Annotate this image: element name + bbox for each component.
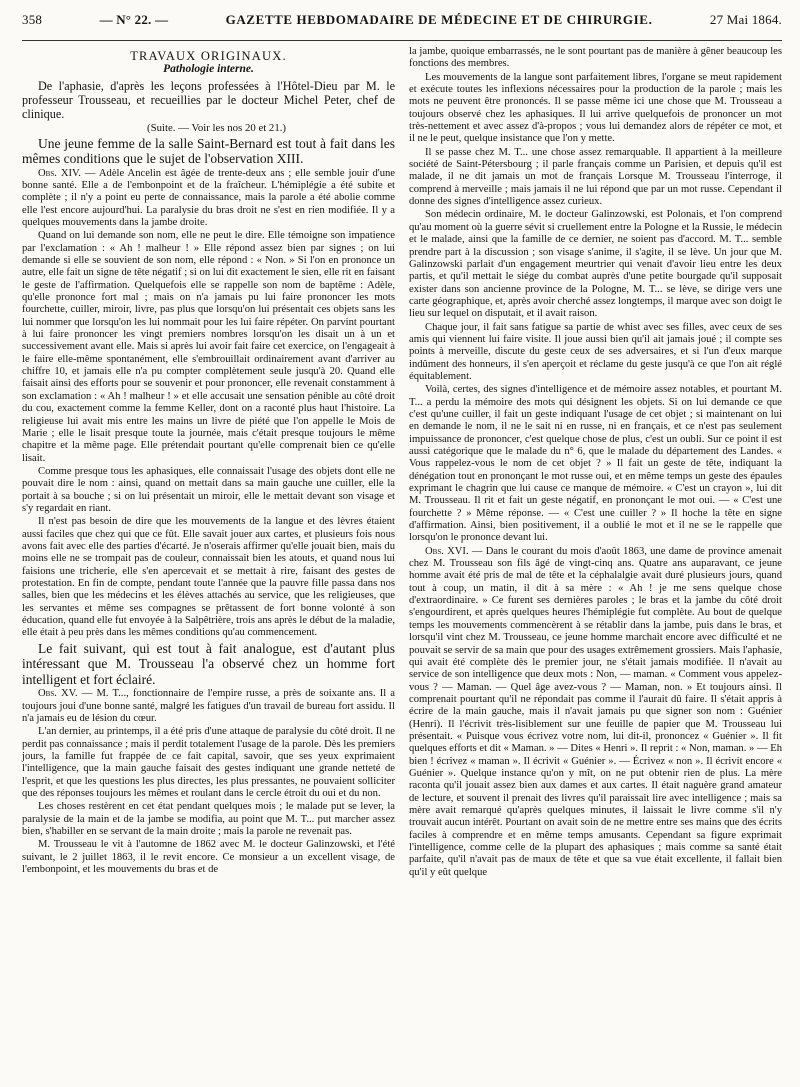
obs15-label: Obs. XV. — [38, 688, 78, 700]
obs15-paragraph-3: Les choses restèrent en cet état pendant quelques mois ; le malade put se lever, la paralysie de la main et de la jambe se modifia, au point que M. T... put marcher assez bien, s'habiller en se servant de la main droite ; mais la parole ne revenait pas. — [22, 801, 395, 837]
obs14-text-1: — Adèle Ancelin est âgée de trente-deux ans ; elle semble jouir d'une bonne santé. Elle a de l'embonpoint et de la fraîcheur. L'hémiplégie a été subite et complète ; il n'y a point eu perte de connaissance, mais la parole a été abolie comme elle l'est encore aujourd'hui. La paralysie du bras droit ne s'est en rien modifiée. Il y a quelques mouvements dans la jambe droite. — [22, 167, 395, 229]
obs14-label: Obs. XIV. — [38, 167, 81, 179]
obs14-paragraph-1 — [22, 168, 395, 230]
obs16-paragraph-1 — [409, 546, 782, 879]
right-paragraph-5: Chaque jour, il fait sans fatigue sa partie de whist avec ses filles, avec ceux de ses amis qui viennent lui faire visite. Il joue aussi bien qu'il ait jamais joué ; il compte ses points à merveille, discute du geste ceux de ses adversaires, et si l'un d'eux marque indûment des honneurs, il s'en aperçoit et réclame du geste jusqu'à ce que l'on ait réglé équitablement. — [409, 321, 782, 382]
right-paragraph-4: Son médecin ordinaire, M. le docteur Galinzowski, est Polonais, et l'on comprend qu'au moment où la guerre sévit si cruellement entre la Pologne et la Russie, le médecin et le malade, ainsi que la famille de ce dernier, ne soient pas d'accord. M. T... semble prendre part à la discussion ; son visage s'anime, il s'agite, il se lève. Un jour que M. Galinzowski parlait d'un engagement meurtrier qui venait d'avoir lieu entre les deux partis, et qu'il mettait le siége du combat auprès d'une petite bourgade qu'il supposait exister dans son ancienne province de la Pologne, M. T... se lève, se dirige vers une carte géographique, et, après avoir cherché assez longtemps, il marque avec son doigt le lieu sur lequel on disputait, et il avait raison. — [409, 209, 782, 320]
lead-paragraph-2: Le fait suivant, qui est tout à fait analogue, est d'autant plus intéressant que M. Trousseau l'a observé chez un homme fort intelligent et fort éclairé. — [22, 640, 395, 687]
obs14-paragraph-2: Quand on lui demande son nom, elle ne peut le dire. Elle témoigne son impatience par l'exclamation : « Ah ! malheur ! » Elle répond assez bien par signes ; on lui demande si elle se souvient de son nom, elle répond : « Non. » Si l'on en prononce un autre, elle fait un signe de tête négatif ; si on lui dit exactement le sien, elle rit en faisant le geste de l'affirmation. Quelquefois elle se rappelle son nom de baptême : Adèle, qu'elle prononce fort mal ; mais on n'a jamais pu lui faire prononcer les mots fourchette, cuiller, miroir, livre, pas plus que lorsqu'on lui présentait ces objets sans les lui nommer que lorsqu'on les lui nommait pour les lui faire répéter. On parvint pourtant à lui faire prononcer les vingt premiers nombres lorsqu'on les disait un à un et successivement avant elle. Mais si après lui avoir fait faire cet exercice, on l'engageait à le faire elle-même spontanément, elle s'embrouillait ordinairement avant d'arriver au chiffre 10, et jamais elle n'a pu compter complètement seule jusqu'à 20. Quand elle faisait ainsi des efforts pour se souvenir et pour prononcer, elle revenait constamment à son exclamation : « Ah ! malheur ! » et elle accusait une sensation pénible au côté droit du cou, exactement comme la femme Keller, dont on a raconté plus haut l'histoire. La religieuse lui avait mis entre les mains un livre de piété que l'on appelle le Mois de Marie ; elle le lisait presque toute la journée, mais c'était presque toujours le même chapitre et la même page. Elle prétendait pourtant qu'elle comprenait bien ce qu'elle lisait. — [22, 230, 395, 464]
obs14-paragraph-3: Comme presque tous les aphasiques, elle connaissait l'usage des objets dont elle ne pouvait dire le nom : ainsi, quand on mettait dans sa main gauche une cuiller, elle la portait à sa bouche ; si on lui présentait un miroir, elle le mettait devant son visage et s'y regardait en riant. — [22, 465, 395, 514]
right-paragraph-2: Les mouvements de la langue sont parfaitement libres, l'organe se meut rapidement et exécute toutes les inflexions nécessaires pour la production de la parole ; mais les mots ne peuvent être prononcés. Il se passe même ici une chose que M. Trousseau a toujours observé chez les aphasiques. Il lui arrive quelquefois de prononcer un mot très-nettement et avec assez d'à-propos ; vous lui demandez alors de répéter ce mot, et il ne le peut, quelque insistance que l'on y mette. — [409, 71, 782, 145]
section-title: TRAVAUX ORIGINAUX. — [130, 49, 287, 63]
obs15-text-1: — M. T..., fonctionnaire de l'empire russe, a près de soixante ans. Il a toujours joui d'une bonne santé, malgré les fatigues d'un travail de bureau fort assidu. Il n'a jamais eu de lésion du cœur. — [22, 688, 396, 724]
obs15-paragraph-2: L'an dernier, au printemps, il a été pris d'une attaque de paralysie du côté droit. Il ne perdit pas connaissance ; mais il perdit totalement l'usage de la parole. Dès les premiers jours, la famille fut frappée de ce fait capital, savoir, que ses yeux exprimaient l'intelligence, que la main gauche faisait des gestes indiquant une grande netteté de l'esprit, et que les questions les plus directes, les plus pressantes, ne pouvaient solliciter que des réponses toujours les mêmes et roulant dans le cercle étroit du oui et du non. — [22, 726, 395, 799]
right-paragraph-6: Voilà, certes, des signes d'intelligence et de mémoire assez notables, et pourtant M. T... a perdu la mémoire des mots qui désignent les objets. Si on lui demande ce que c'est qu'une cuiller, il fait un geste indiquant l'usage de cet objet ; si maintenant on lui en demande le nom, il ne le sait ni en russe, ni en français, et ce n'est pas seulement impuissance de prononcer, c'est quelque chose de plus, c'est un oubli. Sur ce point il est aussi catégorique que le malade du n° 6, que le malade du département des Landes. « Vous rappelez-vous le nom de cet objet ? » Il fait un geste de tête, indiquant la dénégation tout en prononçant le mot russe oui, et en même temps un geste des épaules exprimant le chagrin que lui cause ce manque de mémoire. « C'est un crayon », lui dit M. Trousseau. Il rit et fait un geste négatif, en prononçant le mot oui. — « C'est une fourchette ? » Même réponse. — « C'est une cuiller ? » Il hoche la tête en signe d'affirmation. Ainsi, bien positivement, il a oublié le mot et il ne se le rappelle que lorsqu'on le prononce devant lui. — [409, 384, 782, 544]
page-header — [22, 0, 782, 41]
right-paragraph-1: la jambe, quoique embarrassés, ne le sont pourtant pas de manière à gêner beaucoup les fonctions des membres. — [409, 46, 782, 70]
obs16-label: Obs. XVI. — [425, 545, 469, 557]
left-column — [22, 46, 395, 880]
subsection-title: Pathologie interne. — [163, 63, 254, 76]
article-intro: De l'aphasie, d'après les leçons professées à l'Hôtel-Dieu par M. le professeur Trousseau, et recueillies par le docteur Michel Peter, chef de clinique. — [22, 78, 395, 122]
issue-date: 27 Mai 1864. — [709, 12, 782, 27]
issue-number: — N° 22. — — [99, 12, 169, 27]
right-paragraph-3: Il se passe chez M. T... une chose assez remarquable. Il appartient à la meilleure société de Saint-Pétersbourg ; il parle français comme un Parisien, et depuis qu'il est malade, il ne dit jamais un mot de français Lorsque M. Trousseau l'interroge, il comprend à merveille ; mais jamais il ne lui répond que par un mot russe. Cependant il donne des signes d'intelligence assez curieux. — [409, 146, 782, 208]
obs16-text-1: — Dans le courant du mois d'août 1863, une dame de province amenait chez M. Trousseau son fils âgé de vingt-cinq ans. Quatre ans auparavant, ce jeune homme avait été pris de mal de tête et la céphalalgie avait duré plusieurs jours, quand tout à coup, un matin, il dit à sa mère : « Ah ! je me sens quelque chose d'extraordinaire. » Ce furent ses dernières paroles ; le bras et la jambe du côté droit s'engourdirent, et après quelques heures l'hémiplégie fut complète. Au bout de quelque temps les mouvements commencèrent à se rétablir dans la jambe, puis dans le bras, et lorsqu'il vint chez M. Trousseau, ce jeune homme marchait encore avec difficulté et ne pouvait se servir de sa main que pour des usages extrêmement grossiers. Mais l'aphasie, qui avait été complète dès le premier jour, ne s'était jamais modifiée. Il n'avait au service de son intelligence que deux mots : Non, — maman. « Comment vous appelez-vous ? — Maman. — Quel âge avez-vous ? — Maman, non. » Et toujours ainsi. Il comprenait pourtant qu'il ne répondait pas comme il l'aurait dû faire. Il s'était appris à écrire de la main gauche, mais il n'avait jamais pu que signer son nom : Guénier (Henri). Il l'écrivit très-lisiblement sur une feuille de papier que M. Trousseau lui présentait. « Puisque vous écrivez votre nom, lui dit-il, prononcez « Guénier ». Il fit quelques efforts et dit « Maman. » — Dites « Henri ». Il reprit : « Non, maman. » — Eh bien ! écrivez « maman ». Il écrivit « Guénier ». — Écrivez « non ». Il écrivit encore « Guénier ». Quelque instance qu'on y mît, on ne put obtenir rien de plus. La mère raconta qu'il jouait assez bien aux dames et aux cartes. Il était naguère grand amateur de lecture, et souvent il prenait des livres qu'il paraissait lire avec intelligence ; mais sa mère avait remarqué qu'après quelques minutes, il laissait le livre comme s'il n'y trouvait aucun intérêt. Pourtant on avait soin de ne mettre entre ses mains que des écrits faciles à comprendre et en même temps amusants. Cependant sa figure exprimait l'intelligence, comme celle de la plupart des aphasiques ; mais comme sa santé était parfaite, qu'il n'avait pas de maux de tête et que sa vue était excellente, il fallait bien qu'il y eût quelque — [409, 545, 782, 878]
continuation-note: (Suite. — Voir les nos 20 et 21.) — [146, 122, 287, 135]
obs14-paragraph-4: Il n'est pas besoin de dire que les mouvements de la langue et des lèvres étaient aussi faciles que chez qui que ce fût. Elle savait jouer aux cartes, et plusieurs fois nous avons fait avec elle des parties d'écarté. Je n'oserais affirmer qu'elle jouait bien, mais du moins elle ne se trompait pas de couleur, connaissait bien les atouts, et quand nous lui faisions une tricherie, elle s'en apercevait et se mettait à rire, faisant des gestes de protestation. En fin de compte, pendant toute l'année que la pauvre fille passa dans nos salles, bien que les médecins et les élèves attachés au service, que les religieuses, que les servantes et même ses compagnes se prêtassent de fort bonne volonté à son éducation, quand elle fut envoyée à la Salpêtrière, trois ans après le début de la maladie, elle était à peu près dans les mêmes conditions qu'au commencement. — [22, 516, 395, 639]
obs15-paragraph-1 — [22, 688, 395, 725]
lead-paragraph: Une jeune femme de la salle Saint-Bernard est tout à fait dans les mêmes conditions que le sujet de l'observation XIII. — [22, 135, 395, 167]
right-column — [409, 46, 782, 880]
text-columns — [22, 46, 782, 880]
journal-title: GAZETTE HEBDOMADAIRE DE MÉDECINE ET DE CHIRURGIE. — [225, 12, 653, 27]
obs15-paragraph-4: M. Trousseau le vit à l'automne de 1862 avec M. le docteur Galinzowski, et l'été suivant, le 2 juillet 1863, il le revit encore. Ce monsieur a un excellent visage, de l'embonpoint, et les mouvements du bras et de — [22, 839, 395, 876]
page-number: 358 — [22, 12, 43, 27]
